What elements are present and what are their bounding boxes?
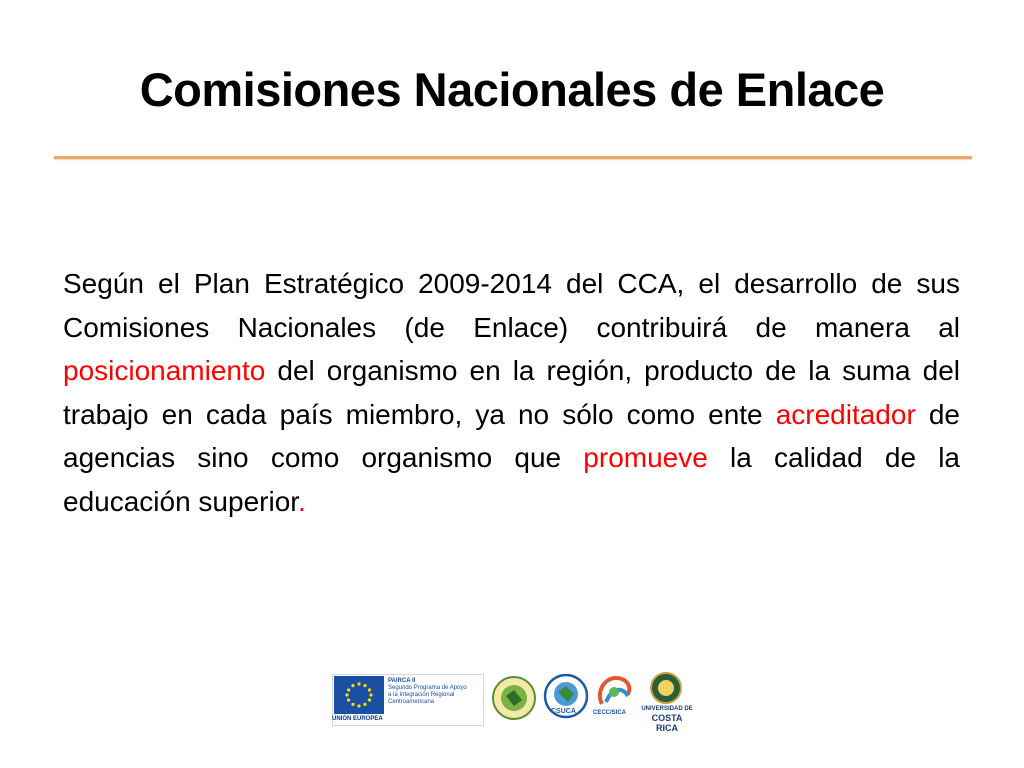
highlight-period: .: [298, 485, 306, 517]
eu-label: UNIÓN EUROPEA: [332, 716, 383, 722]
footer-logos: [332, 670, 693, 733]
csuca-label: CSUCA: [551, 708, 576, 715]
ceccsica-label: CECC/SICA: [593, 710, 627, 716]
pairca-text: [388, 678, 478, 706]
ucr-seal-logo: [650, 672, 682, 709]
ucr-label-top: UNIVERSIDAD DE: [641, 706, 693, 712]
title-divider: [54, 156, 972, 159]
slide-title: Comisiones Nacionales de Enlace: [139, 63, 885, 116]
ucr-label-bottom: COSTA RICA: [651, 713, 683, 733]
highlight-posicionamiento: posicionamiento: [63, 355, 266, 386]
pairca-line: Segundo Programa de Apoyo: [388, 685, 467, 691]
eu-flag-icon: [334, 676, 384, 714]
paragraph-text: del organismo en la región, producto de la suma del trabajo en cada país miembro, ya no sólo como ente: [63, 355, 960, 430]
slide-paragraph: [63, 262, 960, 523]
paragraph-text: la calidad de la educación superior: [63, 442, 961, 517]
seal-logo-green: [492, 676, 536, 725]
pairca-line: Centroamericana: [388, 699, 435, 705]
highlight-acreditador: acreditador: [775, 398, 916, 430]
paragraph-text: de agencias sino como organismo que: [63, 398, 960, 473]
highlight-promueve: promueve: [583, 442, 708, 473]
csuca-logo: [542, 674, 590, 725]
paragraph-text: Según el Plan Estratégico 2009-2014 del CCA, el desarrollo de sus Comisiones Nacionales (de Enlace) contribuirá de manera al: [63, 268, 960, 343]
pairca-line: PAIRCA II: [388, 678, 416, 684]
pairca-line: a la Integración Regional: [388, 692, 455, 698]
